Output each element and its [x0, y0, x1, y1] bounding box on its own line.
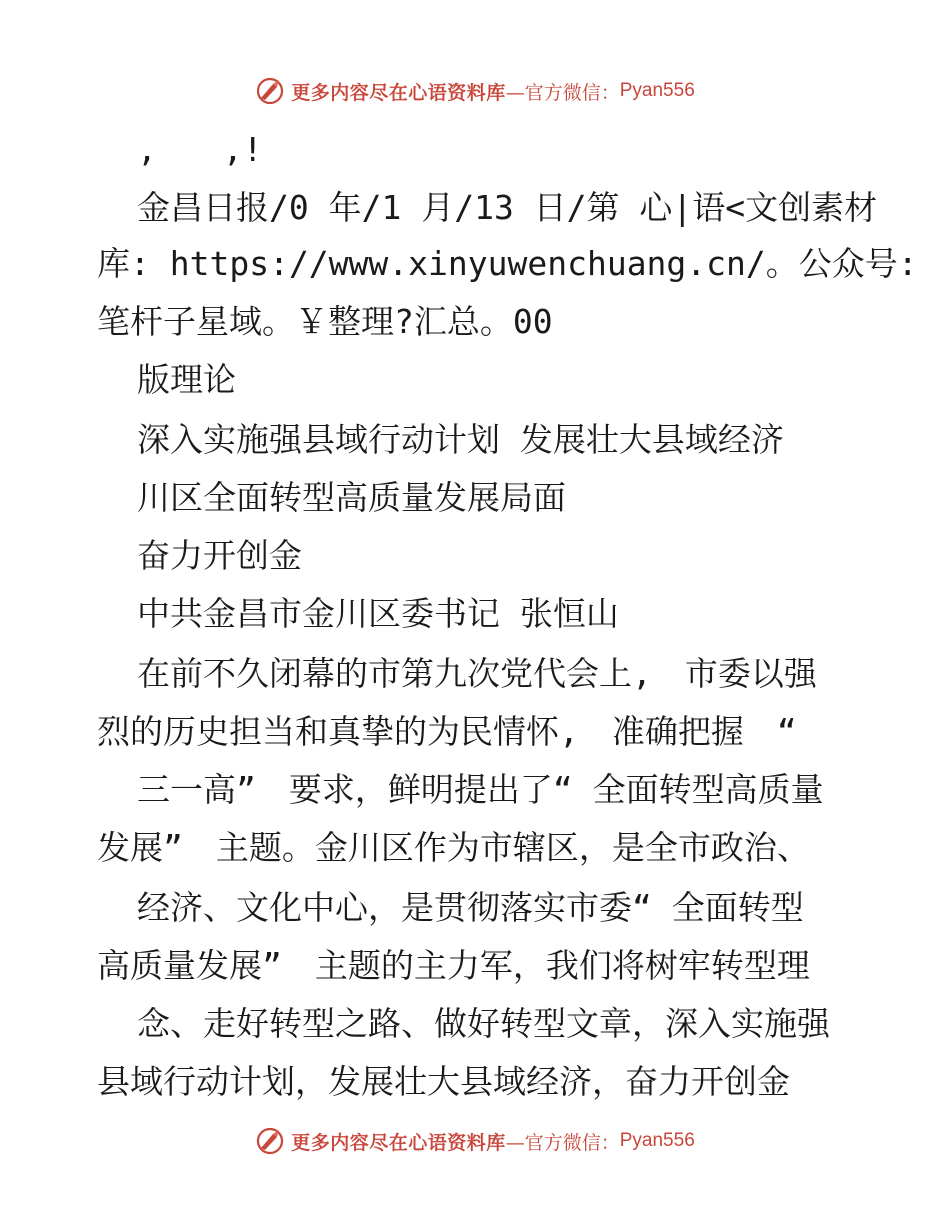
watermark-dash: —官方微信： — [505, 1131, 620, 1154]
text-line-2: 金昌日报/0 年/1 月/13 日/第 心|语<文创素材 — [137, 188, 878, 227]
text-line-16: 念、走好转型之路、做好转型文章，深入实施强 — [137, 1004, 830, 1043]
text-line-7: 川区全面转型高质量发展局面 — [137, 478, 566, 517]
watermark-brand: 更多内容尽在心语资料库 — [291, 81, 506, 104]
text-line-11: 烈的历史担当和真挚的为民情怀, 准确把握 “ — [97, 712, 797, 751]
watermark-dash: —官方微信： — [505, 81, 620, 104]
text-line-4: 笔杆子星域。￥整理?汇总。00 — [97, 302, 553, 341]
watermark-banner-bottom — [0, 1124, 950, 1158]
watermark-banner-top — [0, 74, 950, 108]
watermark-brand: 更多内容尽在心语资料库 — [291, 1131, 506, 1154]
text-line-13: 发展” 主题。金川区作为市辖区，是全市政治、 — [97, 828, 810, 867]
text-line-17: 县域行动计划，发展壮大县域经济，奋力开创金 — [97, 1062, 790, 1101]
quill-logo-icon — [255, 1126, 285, 1156]
text-line-5: 版理论 — [137, 360, 236, 399]
text-line-8: 奋力开创金 — [137, 536, 302, 575]
text-line-12: 三一高” 要求，鲜明提出了“ 全面转型高质量 — [137, 770, 824, 809]
watermark-wechat-id: Pyan556 — [619, 1130, 695, 1151]
text-line-3: 库: https://www.xinyuwenchuang.cn/。公众号: — [97, 244, 918, 283]
text-line-6: 深入实施强县域行动计划 发展壮大县域经济 — [137, 420, 784, 459]
quill-logo-icon — [255, 76, 285, 106]
text-line-9: 中共金昌市金川区委书记 张恒山 — [137, 594, 619, 633]
text-line-14: 经济、文化中心，是贯彻落实市委“ 全面转型 — [137, 888, 804, 927]
text-line-10: 在前不久闭幕的市第九次党代会上, 市委以强 — [137, 654, 817, 693]
text-line-15: 高质量发展” 主题的主力军，我们将树牢转型理 — [97, 946, 810, 985]
text-line-1: , ,! — [137, 130, 263, 169]
watermark-wechat-id: Pyan556 — [619, 80, 695, 101]
